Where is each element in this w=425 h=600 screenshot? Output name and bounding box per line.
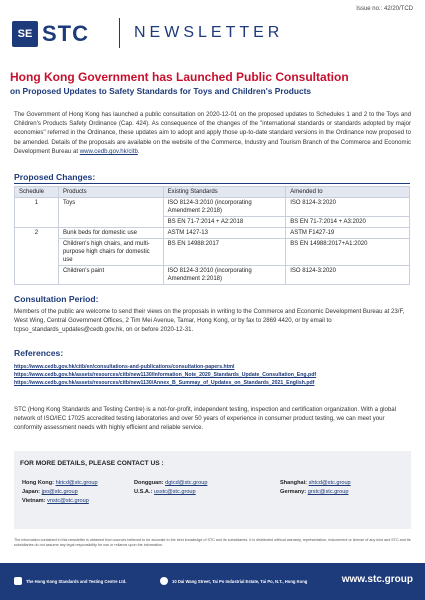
- product-cell: Children's paint: [58, 266, 163, 285]
- contact-japan: [22, 489, 78, 495]
- reference-link[interactable]: https://www.cedb.gov.hk/assets/resources/citb/new1130/Information_Note_2020_Standards_Update_Consultation_Eng.pdf: [14, 372, 317, 379]
- contact-shanghai: [280, 480, 351, 486]
- about-stc: STC (Hong Kong Standards and Testing Centre) is a not-for-profit, independent testing, inspection and certification organization. With a global network of ISO/IEC 17025 accredited testing laboratories and over 50 years of experience in consumer product testing, we can meet your conformity assessment needs with highly efficient and reliable service.: [14, 406, 396, 432]
- contact-label: U.S.A.:: [134, 489, 153, 495]
- contact-email-link[interactable]: vnstc@stc.group: [47, 498, 89, 504]
- contact-email-link[interactable]: shtcd@stc.group: [308, 480, 351, 486]
- contact-email-link[interactable]: hktcd@stc.group: [55, 480, 98, 486]
- amended-cell: BS EN 71-7:2014 + A3:2020: [286, 217, 410, 228]
- company-logo-icon: [14, 577, 22, 585]
- contact-germany: [280, 489, 349, 495]
- heading-rule: [14, 183, 410, 184]
- contact-hong-kong: [22, 480, 98, 486]
- contact-title: FOR MORE DETAILS, PLEASE CONTACT US :: [20, 460, 164, 467]
- disclaimer: The information contained in this newsletter is obtained from sources believed to be accurate to the best knowledge of STC and its subsidiaries. It is distributed without warranty, representation, inducement or license of any kind and STC and its subsidiaries do not assume any legal responsibility for use or reliance upon the information.: [14, 538, 411, 548]
- intro-text: The Government of Hong Kong has launched a public consultation on 2020-12-01 on the proposed updates to Schedules 1 and 2 to the Toys and Children's Products Safety Ordinance (Cap. 424). As consequence of the changes of the "international standards or standards adopted by major economies" referred in the Ordinance, these updates aim to adopt and apply those up-to-date standard versions in the Ordinance now proposed to be amended. Details of the proposals are available on the website of the Commerce, Industry and Tourism Branch of the Commerce and Economic Development Bureau at: [14, 111, 411, 155]
- footer-address: 10 Dai Wang Street, Tai Po Industrial Estate, Tai Po, N.T., Hong Kong: [172, 579, 308, 584]
- product-cell: Bunk beds for domestic use: [58, 228, 163, 239]
- article-title: Hong Kong Government has Launched Public Consultation: [10, 70, 349, 84]
- reference-link[interactable]: https://www.cedb.gov.hk/citb/en/consultations-and-publications/consultation-papers.html: [14, 364, 235, 370]
- product-cell: Toys: [58, 198, 163, 228]
- article-subtitle: on Proposed Updates to Safety Standards for Toys and Children's Products: [10, 86, 312, 96]
- cedb-link[interactable]: www.cedb.gov.hk/citb: [79, 147, 138, 155]
- existing-cell: ASTM 1427-13: [163, 228, 286, 239]
- proposed-changes-heading: Proposed Changes:: [14, 172, 96, 182]
- existing-cell: BS EN 71-7:2014 + A2:2018: [163, 217, 286, 228]
- table-row: [15, 198, 410, 217]
- issue-number: Issue no.: 42/20/TCD: [356, 6, 413, 12]
- contact-label: Japan:: [22, 489, 41, 495]
- table-row: [15, 239, 410, 266]
- contact-email-link[interactable]: usstc@stc.group: [153, 489, 196, 495]
- schedule-cell: 2: [15, 228, 59, 285]
- contact-usa: [134, 489, 196, 495]
- col-existing: Existing Standards: [163, 187, 286, 198]
- logo-text: STC: [42, 21, 89, 46]
- amended-cell: BS EN 14988:2017+A1:2020: [286, 239, 410, 266]
- contact-email-link[interactable]: jpo@stc.group: [41, 489, 78, 495]
- newsletter-header: [0, 0, 425, 70]
- stc-logo: [12, 20, 89, 48]
- amended-cell: ISO 8124-3:2020: [286, 198, 410, 217]
- location-pin-icon: [160, 577, 168, 585]
- contact-label: Hong Kong:: [22, 480, 54, 486]
- contact-dongguan: [134, 480, 207, 486]
- intro-end: .: [137, 147, 140, 155]
- product-cell: Children's high chairs, and multi-purpose high chairs for domestic use: [58, 239, 163, 266]
- contact-label: Germany:: [280, 489, 307, 495]
- col-amended: Amended to: [286, 187, 410, 198]
- contact-email-link[interactable]: grstc@stc.group: [307, 489, 349, 495]
- existing-cell: BS EN 14988:2017: [163, 239, 286, 266]
- table-row: [15, 228, 410, 239]
- consultation-heading: Consultation Period:: [14, 294, 99, 304]
- contact-label: Shanghai:: [280, 480, 308, 486]
- logo-mark: SE: [12, 21, 38, 47]
- contact-vietnam: [22, 498, 89, 504]
- existing-cell: ISO 8124-3:2010 (incorporating Amendment 2:2018): [163, 198, 286, 217]
- amended-cell: ISO 8124-3:2020: [286, 266, 410, 285]
- newsletter-label: NEWSLETTER: [134, 24, 284, 41]
- table-row: [15, 266, 410, 285]
- header-divider: [119, 18, 120, 48]
- existing-cell: ISO 8124-3:2010 (incorporating Amendment 2:2018): [163, 266, 286, 285]
- reference-link[interactable]: https://www.cedb.gov.hk/assets/resources/citb/new1130/Annex_B_Summay_of_Updates_on_Standards_2021_English.pdf: [14, 380, 315, 387]
- footer-company: The Hong Kong Standards and Testing Centre Ltd.: [26, 579, 127, 584]
- col-schedule: Schedule: [15, 187, 59, 198]
- intro-paragraph: [14, 110, 411, 156]
- amended-cell: ASTM F1427-19: [286, 228, 410, 239]
- contact-label: Vietnam:: [22, 498, 46, 504]
- references-heading: References:: [14, 348, 64, 358]
- references-list: [14, 363, 414, 388]
- col-products: Products: [58, 187, 163, 198]
- contact-label: Dongguan:: [134, 480, 164, 486]
- footer-website-link[interactable]: www.stc.group: [341, 574, 413, 585]
- contact-email-link[interactable]: dgtcd@stc.group: [165, 480, 208, 486]
- proposed-changes-table: [14, 186, 410, 285]
- table-header-row: [15, 187, 410, 198]
- consultation-text: Members of the public are welcome to send their views on the proposals in writing to the Commerce and Economic Development Bureau at 23/F, West Wing, Central Government Offices, 2 Tim Mei Avenue, Tamar, Hong Kong, or by fax to 2869 4420, or by email to tcpso_standards_updates@cedb.gov.hk, on or before 2020-12-31.: [14, 308, 405, 334]
- schedule-cell: 1: [15, 198, 59, 228]
